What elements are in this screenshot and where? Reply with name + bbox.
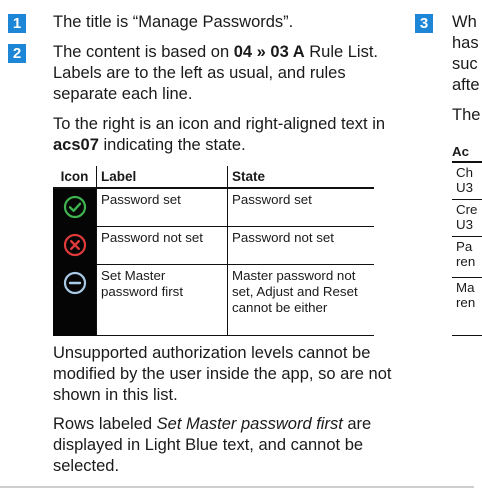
table-row xyxy=(53,265,374,336)
row-label: Set Master password first xyxy=(97,265,228,336)
right-cell: ren xyxy=(456,254,476,269)
note-2-pre: Rows labeled xyxy=(53,415,157,433)
icon-cell xyxy=(53,227,97,265)
note-unsupported-levels: Unsupported authorization levels cannot be modified by the user inside the app, so are not shown in this list. xyxy=(53,344,392,404)
step-2-p1-pre: The content is based on xyxy=(53,43,234,61)
icon-cell xyxy=(53,265,97,336)
step-2-p2-pre: To the right is an icon and right-aligned text in xyxy=(53,115,386,133)
right-cell: Cre xyxy=(456,202,478,217)
step-2-paragraph-1 xyxy=(53,42,398,105)
icon-cell xyxy=(53,188,97,227)
step-2-paragraph-2 xyxy=(53,114,398,156)
step-2-p2-ref: acs07 xyxy=(53,136,99,154)
row-state: Password set xyxy=(228,188,375,227)
right-table-header: Ac xyxy=(452,142,482,163)
step-number-3: 3 xyxy=(415,14,433,33)
right-table xyxy=(452,142,482,336)
step-number-1: 1 xyxy=(8,14,26,33)
right-cell: Ch xyxy=(456,165,473,180)
row-state: Password not set xyxy=(228,227,375,265)
note-light-blue-rows xyxy=(53,414,398,477)
table-row xyxy=(452,237,482,278)
step-1-text: The title is “Manage Passwords”. xyxy=(53,13,294,31)
table-row xyxy=(452,200,482,237)
note-2-em: Set Master password first xyxy=(156,415,343,433)
minus-circle-icon xyxy=(63,271,87,295)
step-3-line-3: suc xyxy=(452,55,478,73)
header-icon: Icon xyxy=(53,166,97,188)
x-circle-icon xyxy=(63,233,87,257)
row-state: Master password not set, Adjust and Reset cannot be either xyxy=(228,265,375,336)
right-cell: Ma xyxy=(456,280,475,295)
right-cell: Pa xyxy=(456,239,473,254)
header-state: State xyxy=(228,166,375,188)
right-cell: ren xyxy=(456,295,476,310)
step-3-line-4: afte xyxy=(452,76,480,94)
note-2-post: are displayed in Light Blue text, and cannot be selected. xyxy=(53,415,372,475)
right-cell: U3 xyxy=(456,180,473,195)
header-label: Label xyxy=(97,166,228,188)
step-2-p1-ref: 04 » 03 A xyxy=(233,43,305,61)
row-label: Password set xyxy=(97,188,228,227)
step-3-paragraph-2: The xyxy=(452,106,481,124)
step-3-line-1: Wh xyxy=(452,13,477,31)
table-row xyxy=(53,188,374,227)
check-circle-icon xyxy=(63,195,87,219)
table-row xyxy=(53,227,374,265)
step-number-2: 2 xyxy=(8,44,26,63)
step-2-p2-post: indicating the state. xyxy=(98,136,246,154)
table-row xyxy=(452,278,482,336)
state-table xyxy=(53,166,374,336)
row-label: Password not set xyxy=(97,227,228,265)
table-row xyxy=(452,163,482,200)
step-2-p1-post: Rule List. Labels are to the left as usual, and rules separate each line. xyxy=(53,43,379,103)
step-3-line-2: has xyxy=(452,34,479,52)
right-cell: U3 xyxy=(456,217,473,232)
